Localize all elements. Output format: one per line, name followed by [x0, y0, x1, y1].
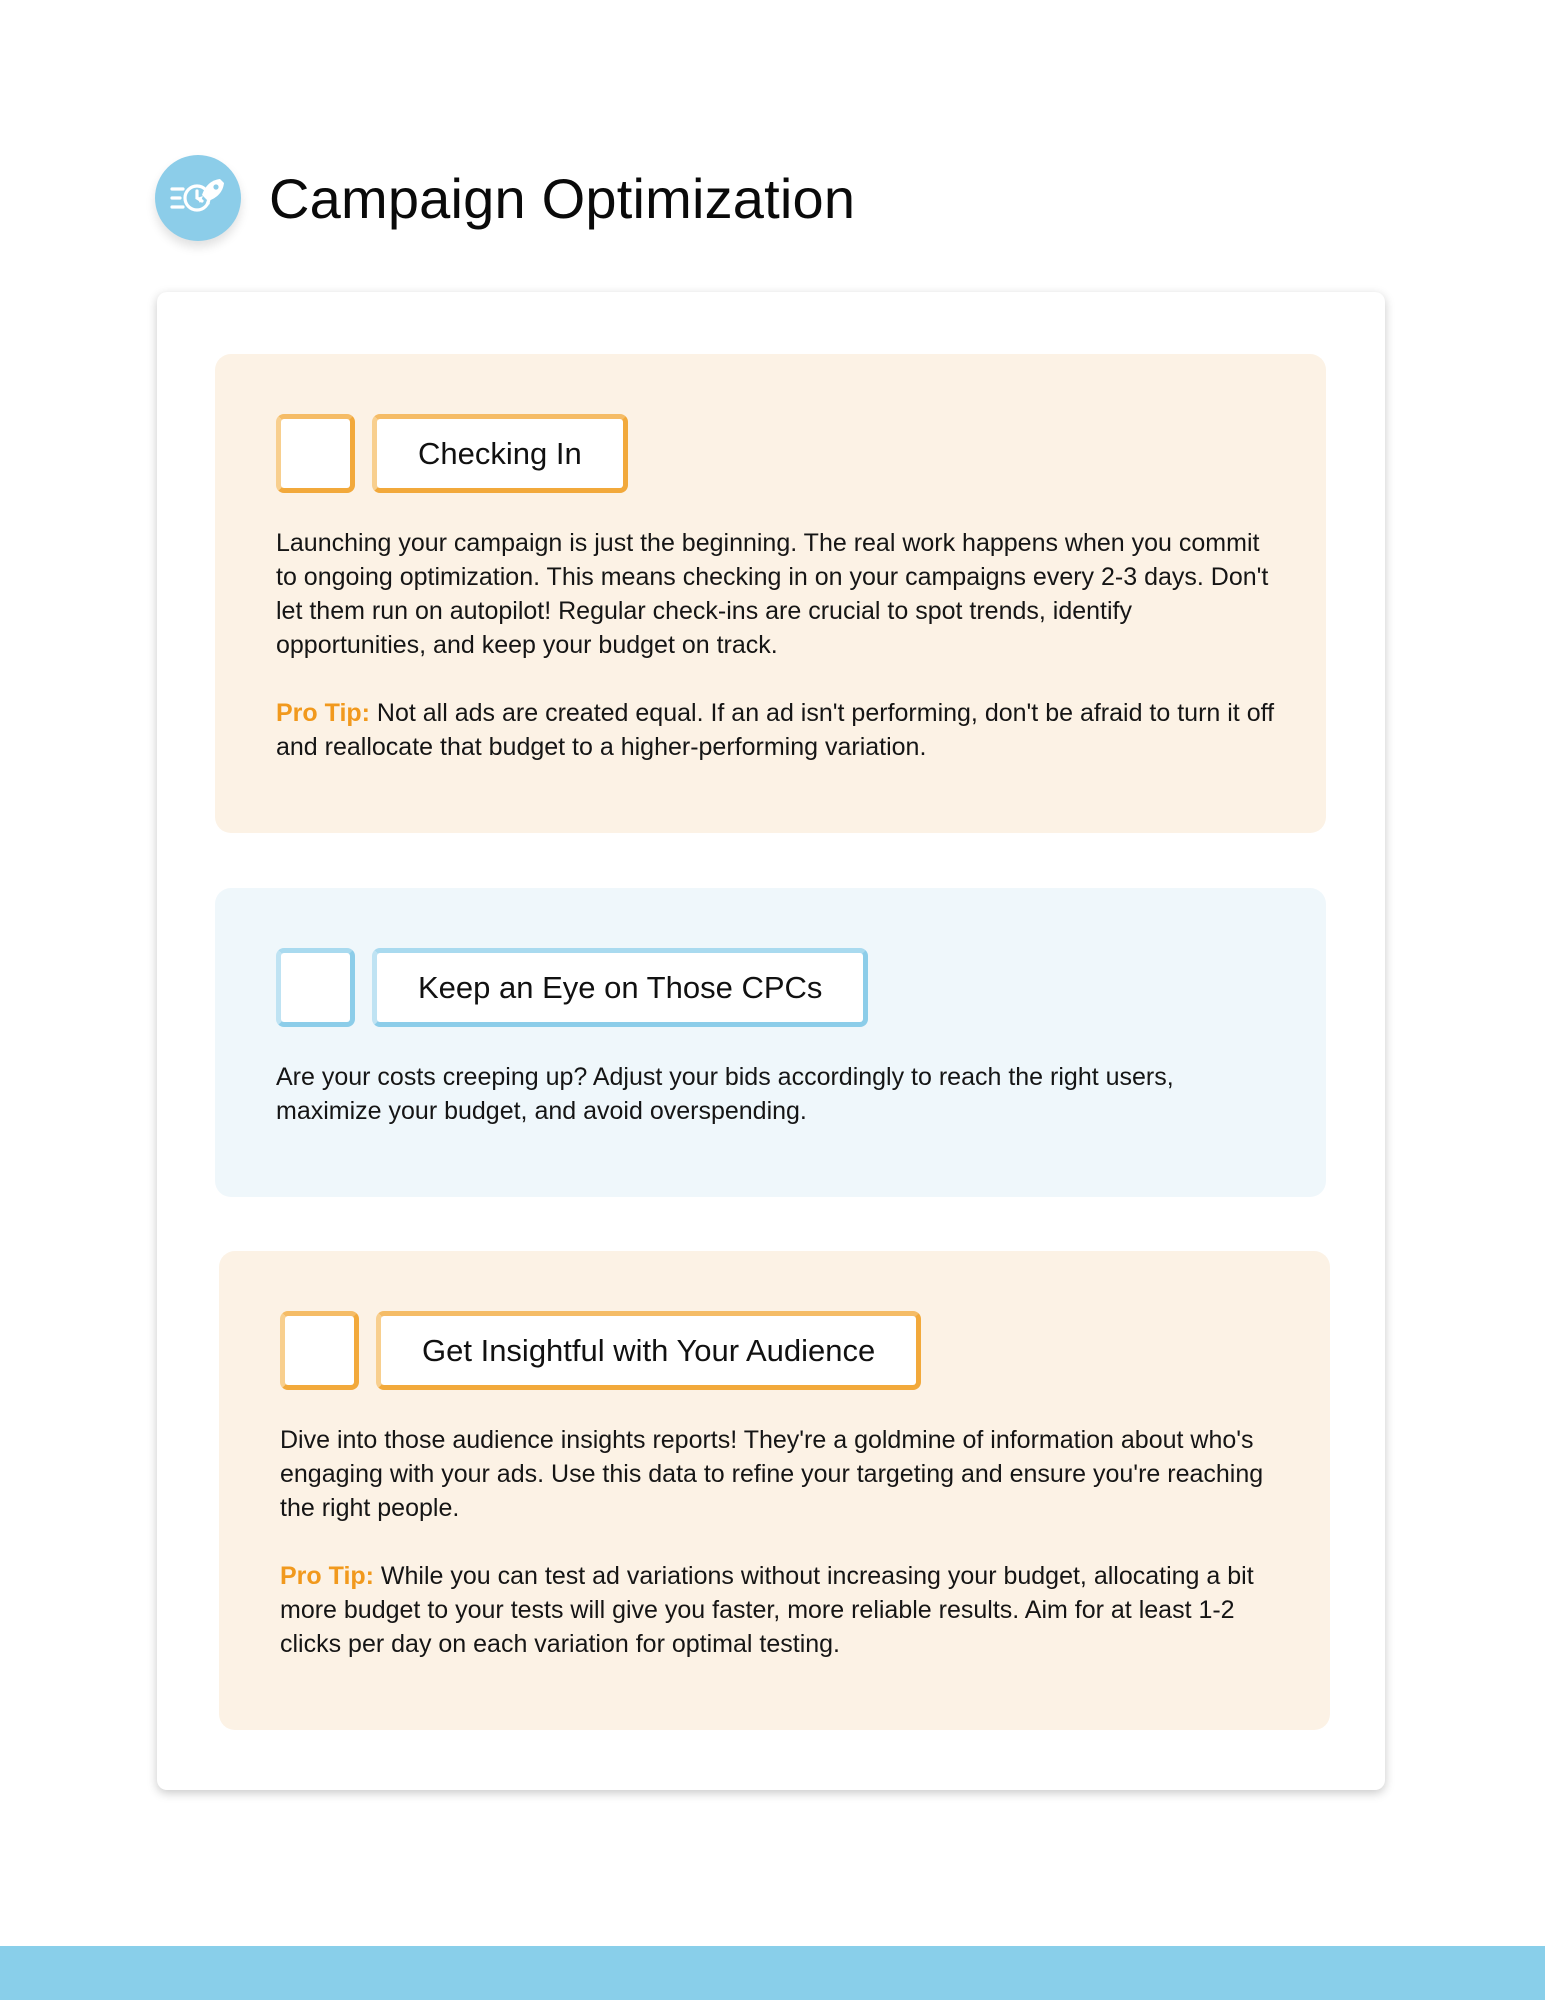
- pro-tip-text: Not all ads are created equal. If an ad isn't performing, don't be afraid to turn it off and reallocate that budget to a higher-performing variation.: [276, 699, 1275, 761]
- section-heading: Get Insightful with Your Audience: [376, 1311, 921, 1390]
- section-heading-row: [276, 414, 1266, 493]
- pro-tip-text: While you can test ad variations without increasing your budget, allocating a bit more budget to your tests will give you faster, more reliable results. Aim for at least 1-2 clicks per day on each variation for optimal testing.: [280, 1562, 1254, 1658]
- pro-tip: [276, 696, 1286, 764]
- section-checking-in: [215, 354, 1326, 833]
- checkbox[interactable]: [280, 1311, 359, 1390]
- footer-band: [0, 1946, 1545, 2000]
- content-card: [157, 292, 1385, 1790]
- section-body: Launching your campaign is just the beginning. The real work happens when you commit to ongoing optimization. This means checking in on your campaigns every 2-3 days. Don't let them run on autopilot! Regular check-ins are crucial to spot trends, identify opportunities, and keep your budget on track.: [276, 529, 1269, 659]
- pro-tip-label: Pro Tip:: [280, 1562, 374, 1590]
- section-audience: [219, 1251, 1330, 1730]
- section-cpcs: [215, 888, 1326, 1197]
- pro-tip-label: Pro Tip:: [276, 699, 370, 727]
- section-heading: Checking In: [372, 414, 628, 493]
- section-heading-row: [280, 1311, 1270, 1390]
- section-body: Are your costs creeping up? Adjust your bids accordingly to reach the right users, maximize your budget, and avoid overspending.: [276, 1063, 1174, 1125]
- campaign-speed-rocket-icon: [155, 155, 241, 241]
- page-header: [155, 155, 855, 241]
- section-body: Dive into those audience insights reports! They're a goldmine of information about who's engaging with your ads. Use this data to refine your targeting and ensure you're reaching the right people.: [280, 1426, 1264, 1522]
- page-title: Campaign Optimization: [269, 166, 856, 230]
- pro-tip: [280, 1559, 1290, 1661]
- section-heading: Keep an Eye on Those CPCs: [372, 948, 868, 1027]
- checkbox[interactable]: [276, 414, 355, 493]
- section-heading-row: [276, 948, 1266, 1027]
- checkbox[interactable]: [276, 948, 355, 1027]
